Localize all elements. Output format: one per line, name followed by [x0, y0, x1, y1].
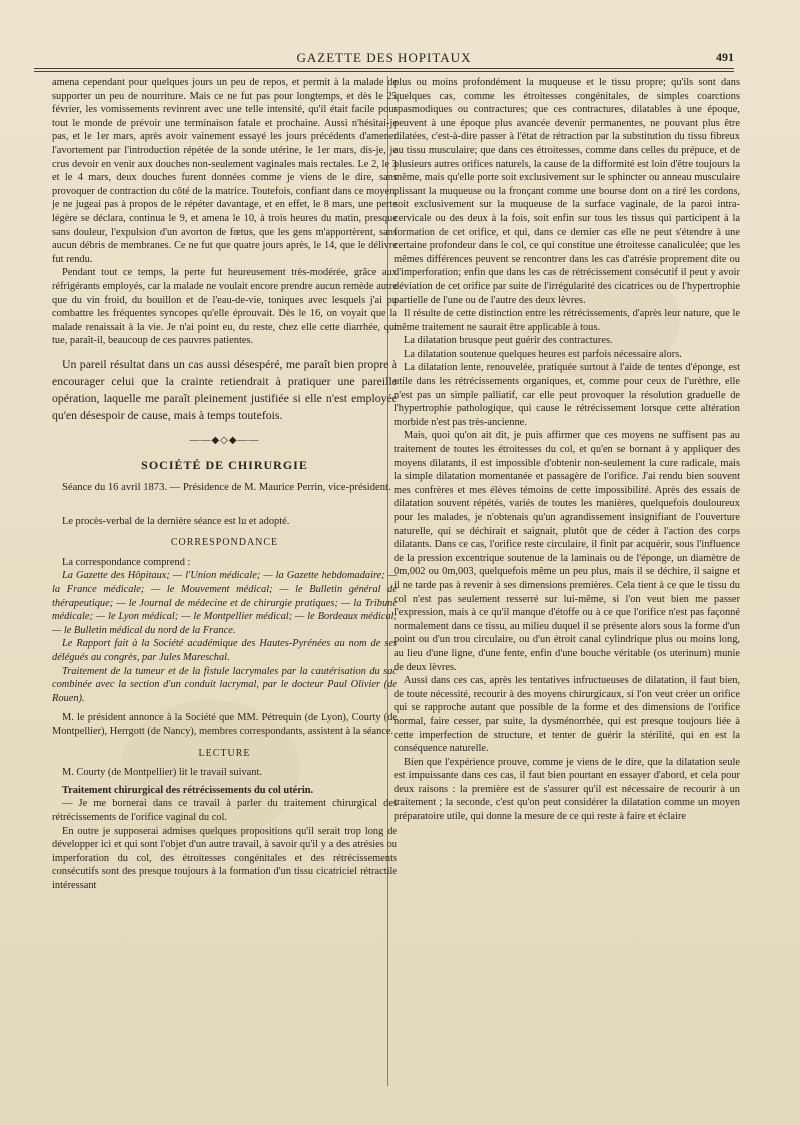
section-ornament: ——◆◇◆—— — [189, 434, 260, 446]
right-paragraph-8: Bien que l'expérience prouve, comme je viens de le dire, que la dilatation seule est impuissante dans ces cas, il faut bien pourtant en essayer d'abord, et cela pour deux raisons : la première est de s'assurer qu'il est nécessaire de recourir à un traitement ; la seconde, c'est qu'on peut considérer la dilatation comme un moyen préparatoire utile, qui donne la mesure de ce qui reste à faire et éclaire — [394, 756, 740, 823]
right-paragraph-4: La dilatation soutenue quelques heures est parfois nécessaire alors. — [404, 348, 682, 360]
right-column — [394, 76, 740, 824]
case-paragraph-2: Pendant tout ce temps, la perte fut heureusement très-modérée, grâce aux réfrigérants employés, car la malade ne voulait encore prendre aucun remède autre que du vin froid, du bouillon et de l'eau-de-vie, toniques avec lesquels j'ai pu combattre les fréquentes syncopes qu'elle éprouvait. Dès le 16, on voyait que la malade renaissait à la vie. Je n'ai point eu, du reste, chez elle cette diarrhée, qui tue, paraît-il, beaucoup de ces pauvres patientes. — [52, 267, 397, 347]
session-line: Séance du 16 avril 1873. — Présidence de M. Maurice Perrin, vice-président. — [62, 482, 391, 494]
left-column — [52, 76, 397, 893]
page-header — [34, 50, 734, 66]
travail-paragraph-2: En outre je supposerai admises quelques propositions qu'il serait trop long de développer ici et qui sont l'objet d'un autre travail, à savoir qu'il y a des atrésies ou imperforation du col, des étroitesses congénitales et des rétrécissements consécutifs sont des presque toujours à la formation d'un tissu cicatriciel rétractile intéressant — [52, 825, 397, 891]
header-rule-double — [34, 71, 734, 72]
case-paragraph-1: amena cependant pour quelques jours un peu de repos, et permit à la malade de supporter un peu de nourriture. Mais ce ne fut pas pour longtemps, et dès le 25 février, les vomissements revinrent avec une telle intensité, qu'il était facile pour tout le monde de prévoir une terminaison fatale et prochaine. Aussi n'hésitai-je pas, et le 1er mars, après avoir vainement essayé les jours précédents d'amener l'avortement par l'introduction répétée de la sonde utérine, le 1er mars, dis-je, je crus devoir en venir aux douches non-seulement vaginales mais rectales. Le 2, le 3 et le 4 mars, deux douches furent données comme je viens de le dire, sans provoquer de contraction du côté de la matrice. Toutefois, confiant dans ce moyen, je ne jugeai pas à propos de le répéter davantage, et en effet, le 8 mars, une perte légère se déclara, continua le 9, et amena le 10, à trois heures du matin, presque sans douleur, l'expulsion d'un avorton de fœtus, que les gens m'apportèrent, sans aucun débris de membranes. Ce ne fut que quatre jours après, le 14, que le délivre fut rendu. — [52, 77, 397, 265]
correspondance-list: La Gazette des Hôpitaux; — l'Union médicale; — la Gazette hebdomadaire; — la France médicale; — le Mouvement médical; — le Bulletin général de thérapeutique; — le Journal de médecine et de chirurgie pratiques; — la Tribune médicale; — le Lyon médical; — le Montpellier médical; — le Bordeaux médical; — le Bulletin médical du nord de la France. — [52, 570, 397, 636]
right-paragraph-6: Mais, quoi qu'on ait dit, je puis affirmer que ces moyens ne suffisent pas au traitement de toutes les étroitesses du col, et qu'en se bornant à y appliquer des moyens dilatants, il est impossible d'obtenir non-seulement la cure radicale, mais la simple dilatation momentanée et passagère de l'orifice. J'ai rendu bien souvent mes confrères et mes élèves témoins de cette impossibilité. Après des essais de dilatation souvent répétés, variés de toutes les manières, quelquefois douloureux pour les malades, je n'obtenais qu'un agrandissement insignifiant de l'ouverture naturelle, qui se déchirait et saignait, plutôt que de céder à l'action des corps dilatants. Dans ce cas, l'orifice reste circulaire, il finit par acquérir, sous l'influence de la pression excentrique soutenue de la laminais ou de l'éponge, un diamètre de 0m,002 ou 0m,003, quelquefois même un peu plus, mais il se déchire, il saigne et il ne tarde pas à revenir à ses dimensions premières. Cela tient à ce que le tissu du col n'est pas seulement resserré sur lui-même, si l'on veut bien me passer l'expression, mais à ce qu'il manque d'étoffe ou à ce que l'orifice n'est pas façonné normalement dans ce tissu, au milieu duquel il se présente alors sous la forme d'un point ou d'un trou circulaire, ou d'un étroit canal cylindrique plus ou moins long, au lieu d'une ligne, d'une fente, enfin d'une bouche véritable (os uterinum) munie de deux lèvres. — [394, 430, 740, 673]
traitement-item: Traitement de la tumeur et de la fistule lacrymales par la cautérisation du sac combinée avec la section d'un conduit lacrymal, par le docteur Paul Olivier (de Rouen). — [52, 665, 397, 704]
page-number: 491 — [716, 50, 734, 64]
right-paragraph-7: Aussi dans ces cas, après les tentatives infructueuses de dilatation, il faut bien, de toute nécessité, recourir à des moyens chirurgicaux, si l'on veut créer un orifice qui se rapproche autant que possible de la forme et des dimensions de l'orifice normal, faire cesser, par suite, la dysménorrhée, qui est presque toujours liée à cette imperfection de structure, et tenter de guérir la stérilité, qui en est la conséquence naturelle. — [394, 675, 740, 755]
lecture-heading: LECTURE — [198, 747, 251, 759]
correspondance-intro: La correspondance comprend : — [62, 556, 191, 568]
section-title: SOCIÉTÉ DE CHIRURGIE — [141, 458, 308, 473]
courty-line: M. Courty (de Montpellier) lit le travail suivant. — [62, 767, 262, 779]
travail-title: Traitement chirurgical des rétrécissements du col utérin. — [62, 784, 314, 796]
proces-verbal: Le procès-verbal de la dernière séance est lu et adopté. — [62, 515, 290, 527]
case-conclusion: Un pareil résultat dans un cas aussi désespéré, me paraît bien propre à encourager celui que la crainte retiendrait à pratiquer une pareille opération, laquelle me paraît pleinement justifiée si elle n'est employée qu'en désespoir de cause, mais à temps toutefois. — [52, 356, 397, 422]
header-rule — [34, 68, 734, 69]
right-paragraph-5: La dilatation lente, renouvelée, pratiquée surtout à l'aide de tentes d'éponge, est utile dans les rétrécissements organiques, et, comme pour ceux de l'urèthre, elle n'est pas un simple palliatif, car elle peut provoquer la résolution graduelle de l'hypertrophie pathologique, qui cause le rétrécissement lorsque cette altération morbide n'est pas très-ancienne. — [394, 362, 740, 428]
travail-paragraph-1: — Je me bornerai dans ce travail à parler du traitement chirurgical des rétrécissements de l'orifice vaginal du col. — [52, 798, 397, 823]
right-paragraph-1: plus ou moins profondément la muqueuse et le tissu propre; qu'ils sont dans quelques cas, comme les étroitesses congénitales, de simples coarctions spasmodiques ou contractures; que ces contractures, dilatables à une époque, peuvent à une époque plus avancée devenir permanentes, ne pouvant plus être dilatées, c'est-à-dire passer à l'état de rétraction par la substitution du tissu fibreux au tissu musculaire; que dans ces étroitesses, comme dans celles du prépuce, et de plusieurs autres orifices naturels, la cause de la difformité est loin d'être toujours la même, mais qu'elle porte soit exclusivement sur le sphincter ou anneau musculaire plissant la muqueuse ou la fronçant comme une bourse dont on a tiré les cordons, soit exclusivement sur la muqueuse de la surface vaginale, de la paroi intra-cervicale ou des deux à la fois, soit enfin sur tous les tissus qui participent à la formation de cet orifice, et qui, dans ce dernier cas elle ne peut s'étendre à une certaine profondeur dans le col, ce qui constitue une étroitesse canaliculée; que les mêmes différences peuvent se rencontrer dans les cas d'atrésie proprement dite ou d'imperforation; enfin que dans les cas de rétrécissement consécutif il peut y avoir déviation de cet orifice par suite de l'irrégularité des cicatrices ou de l'hypertrophie partielle de l'une ou de l'autre des deux lèvres. — [394, 77, 740, 306]
president-announcement: M. le président annonce à la Société que MM. Pétrequin (de Lyon), Courty (de Montpellier), Herrgott (de Nancy), membres correspondants, assistent à la séance. — [52, 712, 397, 737]
correspondance-heading: CORRESPONDANCE — [170, 537, 279, 549]
journal-title: GAZETTE DES HOPITAUX — [296, 50, 472, 65]
right-paragraph-3: La dilatation brusque peut guérir des contractures. — [404, 335, 613, 347]
rapport-item: Le Rapport fait à la Société académique des Hautes-Pyrénées au nom de ses délégués au congrès, par Jules Mareschal. — [52, 638, 397, 663]
right-paragraph-2: Il résulte de cette distinction entre les rétrécissements, d'après leur nature, que le même traitement ne saurait être applicable à tous. — [394, 308, 740, 333]
